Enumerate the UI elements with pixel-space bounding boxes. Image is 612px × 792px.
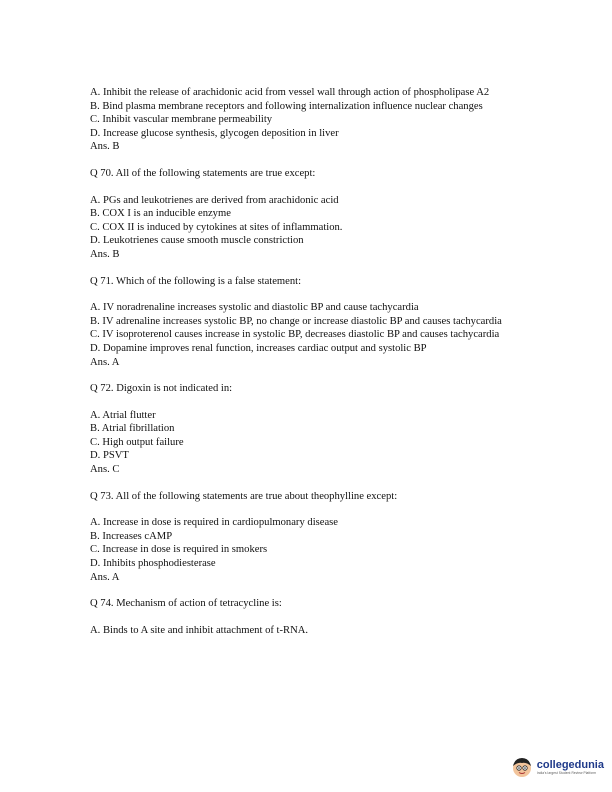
option-text: C. Inhibit vascular membrane permeability xyxy=(90,114,273,126)
option-text: A. Increase in dose is required in cardiopulmonary disease xyxy=(90,517,338,529)
question-72 xyxy=(90,382,525,477)
question-text: Q 72. Digoxin is not indicated in: xyxy=(90,383,233,395)
option-text: B. COX I is an inducible enzyme xyxy=(90,208,231,220)
option-text: B. Bind plasma membrane receptors and following internalization influence nuclear changes xyxy=(90,100,483,112)
option-text: A. Inhibit the release of arachidonic acid from vessel wall through action of phospholipase A2 xyxy=(90,87,490,98)
answer-text: Ans. A xyxy=(90,571,120,583)
answer-text: Ans. C xyxy=(90,464,120,476)
option-text: A. PGs and leukotrienes are derived from arachidonic acid xyxy=(90,194,339,206)
document-body xyxy=(90,86,525,637)
answer-text: Ans. B xyxy=(90,248,120,260)
logo-tagline: India's largest Student Review Platform xyxy=(536,771,597,775)
option-text: D. Dopamine improves renal function, increases cardiac output and systolic BP xyxy=(90,342,427,354)
question-73 xyxy=(90,490,525,585)
option-text: A. IV noradrenaline increases systolic and diastolic BP and cause tachycardia xyxy=(90,302,419,314)
option-text: C. Increase in dose is required in smokers xyxy=(90,544,268,556)
option-text: A. Atrial flutter xyxy=(90,409,156,421)
question-70 xyxy=(90,167,525,262)
question-71 xyxy=(90,275,525,370)
option-text: D. Leukotrienes cause smooth muscle constriction xyxy=(90,235,304,247)
option-text: B. Atrial fibrillation xyxy=(90,423,175,435)
option-text: C. High output failure xyxy=(90,436,184,448)
option-text: B. Increases cAMP xyxy=(90,530,173,542)
mascot-icon xyxy=(511,756,533,778)
question-text: Q 73. All of the following statements are true about theophylline except: xyxy=(90,490,398,502)
logo-name: collegedunia xyxy=(536,759,604,771)
question-text: Q 71. Which of the following is a false statement: xyxy=(90,275,302,287)
question-text: Q 70. All of the following statements are true except: xyxy=(90,167,316,179)
option-text: C. IV isoproterenol causes increase in systolic BP, decreases diastolic BP and causes tachycardia xyxy=(90,329,500,341)
question-text: Q 74. Mechanism of action of tetracycline is: xyxy=(90,598,282,610)
answer-text: Ans. A xyxy=(90,356,120,368)
option-text: B. IV adrenaline increases systolic BP, no change or increase diastolic BP and causes tachycardia xyxy=(90,315,502,327)
answer-text: Ans. B xyxy=(90,141,120,153)
option-text: A. Binds to A site and inhibit attachment of t-RNA. xyxy=(90,624,309,636)
option-text: C. COX II is induced by cytokines at sites of inflammation. xyxy=(90,221,343,233)
question-74 xyxy=(90,597,525,637)
option-text: D. PSVT xyxy=(90,450,129,462)
option-text: D. Increase glucose synthesis, glycogen deposition in liver xyxy=(90,127,339,139)
collegedunia-logo[interactable] xyxy=(511,756,604,778)
option-text: D. Inhibits phosphodiesterase xyxy=(90,558,216,570)
